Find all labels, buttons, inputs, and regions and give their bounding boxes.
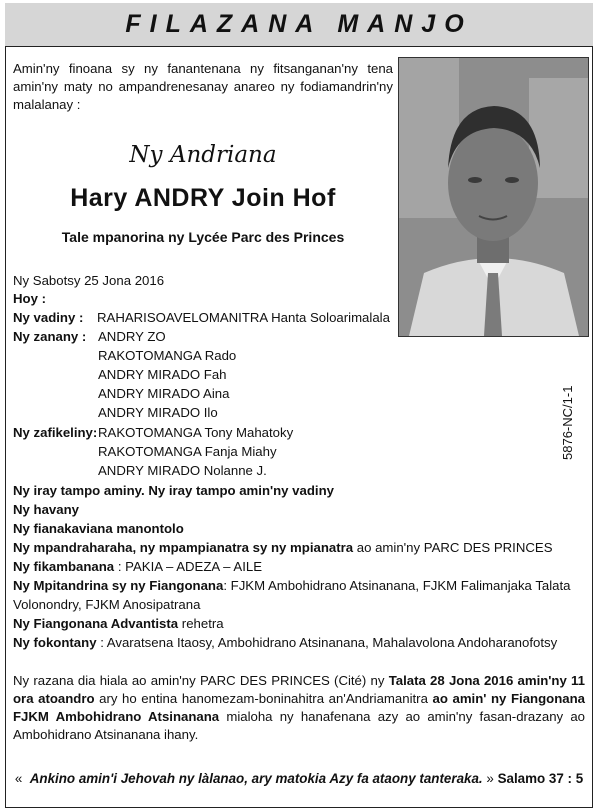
fikambanana-value: : PAKIA – ADEZA – AILE	[117, 559, 262, 574]
zafikeliny-item: RAKOTOMANGA Fanja Miahy	[98, 444, 277, 459]
fikambanana-line	[13, 558, 262, 576]
portrait-illustration	[399, 58, 588, 336]
advantista-line	[13, 615, 224, 633]
portrait-photo	[398, 57, 589, 337]
final-part-3: ary ho entina hanomezam-boninahitra an'Andriamanitra	[99, 691, 428, 706]
reference-code: 5876-NC/1-1	[560, 385, 575, 460]
advantista-label: Ny Fiangonana Advantista	[13, 616, 179, 631]
final-part-1: Ny razana dia hiala ao amin'ny PARC DES PRINCES (Cité) ny	[13, 673, 385, 688]
date-line: Ny Sabotsy 25 Jona 2016	[13, 273, 165, 288]
notice-banner	[5, 3, 593, 47]
mpandraharaha-label: Ny mpandraharaha, ny mpampianatra sy ny mpianatra	[13, 540, 354, 555]
fianakaviana-line: Ny fianakaviana manontolo	[13, 521, 184, 536]
zanany-item: ANDRY MIRADO Fah	[98, 367, 227, 382]
funeral-paragraph	[13, 672, 585, 744]
intro-text: Amin'ny finoana sy ny fanantenana ny fitsanganan'ny tena amin'ny maty no ampandrenesanay anareo ny fodiamandrin'ny malalanay :	[13, 61, 393, 112]
quote-open: «	[14, 771, 23, 786]
final-part-5: mialoha ny hanafenana azy ao amin'ny fasan-drazany ao Ambohidrano Atsinanana ihany.	[13, 709, 585, 742]
fikambanana-label: Ny fikambanana	[13, 559, 115, 574]
deceased-role: Tale mpanorina ny Lycée Parc des Princes	[61, 229, 345, 245]
quote-source: Salamo 37 : 5	[497, 771, 584, 786]
zanany-label: Ny zanany :	[13, 329, 87, 344]
mpandraharaha-value: ao amin'ny PARC DES PRINCES	[356, 540, 553, 555]
banner-title: FILAZANA MANJO	[125, 10, 473, 38]
mpitandrina-value-cont: Volonondry, FJKM Anosipatrana	[13, 597, 201, 612]
mpitandrina-value: : FJKM Ambohidrano Atsinanana, FJKM Falimanjaka Talata	[223, 578, 571, 593]
bible-quote	[13, 770, 585, 788]
fokontany-line	[13, 634, 557, 652]
advantista-value: rehetra	[181, 616, 224, 631]
mpandraharaha-line	[13, 539, 553, 557]
iray-tampo-line: Ny iray tampo aminy. Ny iray tampo amin'ny vadiny	[13, 483, 334, 498]
mpitandrina-line	[13, 577, 571, 595]
quote-text: Ankino amin'i Jehovah ny làlanao, ary matokia Azy fa ataony tanteraka.	[29, 771, 483, 786]
final-date-time: Talata 28 Jona 2016 amin'ny 11 ora atoandro	[13, 673, 585, 706]
zanany-item: ANDRY MIRADO Aina	[98, 386, 230, 401]
deceased-prefix: Ny Andriana	[129, 142, 277, 168]
zafikeliny-item: ANDRY MIRADO Nolanne J.	[98, 463, 267, 478]
mpitandrina-label: Ny Mpitandrina sy ny Fiangonana	[13, 578, 224, 593]
final-church: ao amin' ny Fiangonana FJKM Ambohidrano Atsinanana	[13, 691, 585, 724]
vadiny-label: Ny vadiny :	[13, 310, 84, 325]
zafikeliny-label: Ny zafikeliny:	[13, 425, 98, 440]
vadiny-value: RAHARISOAVELOMANITRA Hanta Soloarimalala	[97, 310, 390, 325]
fokontany-value: : Avaratsena Itaosy, Ambohidrano Atsinanana, Mahalavolona Andoharanofotsy	[100, 635, 558, 650]
zanany-item: ANDRY ZO	[98, 329, 166, 344]
zafikeliny-item: RAKOTOMANGA Tony Mahatoky	[98, 425, 294, 440]
hoy-label: Hoy :	[13, 291, 46, 306]
deceased-name: Hary ANDRY Join Hof	[70, 184, 336, 212]
havany-line: Ny havany	[13, 502, 79, 517]
fokontany-label: Ny fokontany	[13, 635, 97, 650]
zanany-item: ANDRY MIRADO Ilo	[98, 405, 218, 420]
quote-close: »	[486, 771, 494, 786]
zanany-item: RAKOTOMANGA Rado	[98, 348, 237, 363]
